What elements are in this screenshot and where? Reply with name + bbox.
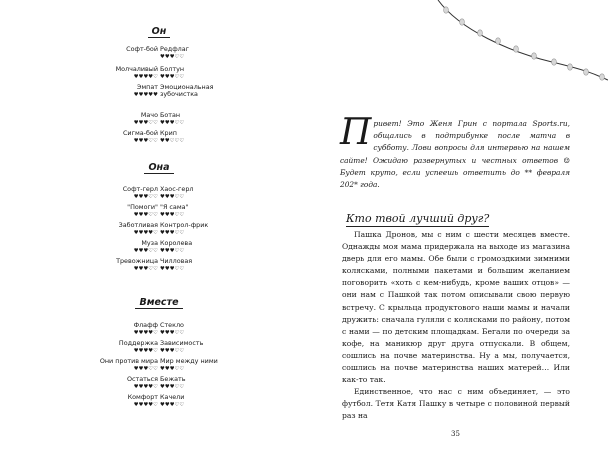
trait-row [94,130,224,150]
trait-right: Контрол-фрик [160,221,209,229]
string-lights-decoration [420,0,608,100]
lights-wire [438,0,608,80]
trait-right: Ботан [160,111,181,119]
trait-right: Эмоциональная зубочистка [160,83,214,98]
section-title: Она [94,162,224,174]
rating-hearts: ♥♥♥♡♡ [160,54,185,60]
trait-left: Муза [141,239,158,247]
bulb [460,19,465,25]
rating-hearts: ♥♥♥♥♥ [133,92,158,98]
trait-left: Эмпат [136,83,158,91]
rating-hearts: ♥♥♡♡♡ [160,138,185,144]
trait-left: "Помоги" [127,203,158,211]
trait-left: Мачо [140,111,158,119]
trait-left: Сигма-бой [122,129,158,137]
rating-hearts: ♥♥♥♡♡ [160,74,185,80]
rating-hearts: ♥♥♥♡♡ [160,248,185,254]
trait-row [94,240,224,260]
trait-row [94,376,224,396]
trait-right: Зависимость [160,339,204,347]
rating-hearts: ♥♥♥♡♡ [160,402,185,408]
bulb [552,59,557,65]
bulb [514,46,519,52]
rating-hearts: ♥♥♥♡♡ [133,248,158,254]
trait-right: Бежать [160,375,186,383]
trait-left: Софт-бой [126,45,158,53]
trait-left: Они против мира [99,357,158,365]
answer-body [342,229,570,423]
trait-left: Поддержка [118,339,158,347]
trait-right: Мир между ними [160,357,218,365]
rating-hearts: ♥♥♥♡♡ [160,384,185,390]
trait-row [94,222,224,242]
rating-hearts: ♥♥♥♡♡ [160,348,185,354]
trait-right: Качели [160,393,185,401]
bulb [532,53,537,59]
rating-hearts: ♥♥♥♡♡ [133,120,158,126]
bulb [568,64,573,70]
rating-hearts: ♥♥♥♡♡ [133,366,158,372]
intro-message [340,112,570,191]
trait-row [94,112,224,132]
rating-hearts: ♥♥♥♡♡ [160,212,185,218]
trait-right: Стекло [160,321,184,329]
trait-right: Болтун [160,65,185,73]
trait-left: Флафф [133,321,158,329]
paragraph: Единственное, что нас с ним объединяет, — это футбол. Тетя Катя Пашку в четыре с половиной первый раз на [342,387,570,421]
bulb [584,69,589,75]
trait-row [94,358,224,378]
rating-hearts: ♥♥♥♡♡ [160,366,185,372]
trait-right: Редфлаг [160,45,190,53]
trait-row [94,258,224,278]
rating-hearts: ♥♥♥♥♡ [133,384,158,390]
drop-cap: П [340,112,372,153]
rating-hearts: ♥♥♥♥♡ [133,330,158,336]
rating-hearts: ♥♥♥♡♡ [160,120,185,126]
trait-right: Хаос-герл [160,185,194,193]
rating-hearts: ♥♥♥♡♡ [160,194,185,200]
trait-right: Крип [160,129,177,137]
rating-hearts: ♥♥♥♡♡ [133,266,158,272]
trait-row [94,186,224,206]
trait-left: Молчаливый [115,65,158,73]
page-number: 35 [451,430,460,438]
trait-right: "Я сама" [160,203,189,211]
rating-hearts: ♥♥♥♡♡ [133,212,158,218]
bulb [444,7,449,13]
rating-hearts: ♥♥♥♡♡ [133,194,158,200]
trait-left: Комфорт [127,393,158,401]
paragraph: Пашка Дронов, мы с ним с шести месяцев вместе. Однажды моя мама придержала на выходе из магазина дверь для его мамы. Обе были с громоздкими зимними колясками, полными пакетами и большим желанием поговорить «хоть с кем-нибудь, кроме ваших отцов» — они нам с Пашкой так потом описывали свою первую встречу. С крыльца продуктового наши мамы и начали дружить: сначала гуляли с колясками по району, потом с нами — по детским площадкам. Бегали по очереди за кофе, на маникюр друг друга отпускали. В общем, сошлись на почве материнства. Ну а мы, получается, сошлись на почве материнства наших матерей… Или как-то так. [342,230,570,385]
bulb [478,30,483,36]
rating-hearts: ♥♥♥♥♡ [133,230,158,236]
section-title: Он [94,26,224,38]
trait-row [94,46,224,66]
rating-hearts: ♥♥♥♥♡ [133,402,158,408]
trait-right: Чилловая [160,257,193,265]
trait-left: Тревожница [116,257,158,265]
rating-hearts: ♥♥♥♡♡ [160,230,185,236]
rating-hearts: ♥♥♥♡♡ [133,138,158,144]
rating-hearts: ♥♥♥♥♡ [133,74,158,80]
trait-row [94,394,224,414]
bulb [600,74,605,80]
rating-hearts: ♥♥♥♡♡ [160,330,185,336]
rating-hearts: ♥♥♥♥♡ [133,348,158,354]
rating-hearts: ♥♥♥♡♡ [160,266,185,272]
trait-right: Королева [160,239,193,247]
question-heading: Кто твой лучший друг? [346,212,490,225]
trait-left: Софт-герл [122,185,158,193]
bulb [496,38,501,44]
trait-left: Заботливая [118,221,158,229]
trait-row [94,322,224,342]
intro-text: ривет! Это Женя Грин с портала Sports.ru, общались в подтрибунке после матча в субботу. Лови вопросы для интервью на нашем сайте! Ожидаю развернутых и честных ответов ☺ Будет круто, если успеешь ответить до ** февраля 202* года. [340,119,570,190]
trait-row [94,84,224,104]
trait-left: Остаться [126,375,158,383]
section-title: Вместе [94,297,224,309]
